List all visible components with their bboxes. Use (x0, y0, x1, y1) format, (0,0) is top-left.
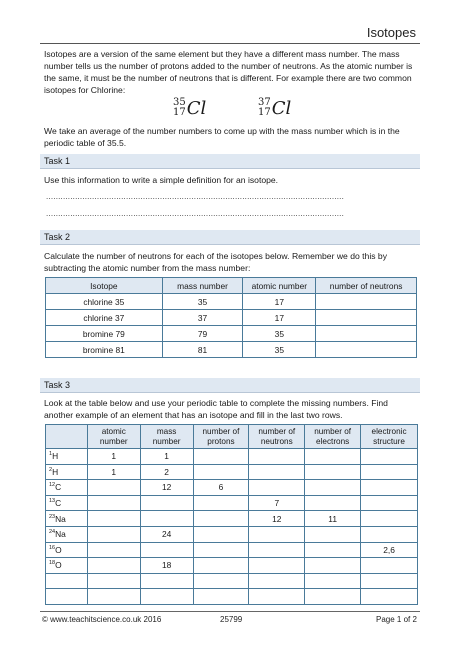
electrons-cell[interactable] (305, 542, 361, 558)
mass-number-cell[interactable] (140, 511, 193, 527)
isotope-symbol: Cl (271, 97, 292, 119)
table-row (46, 511, 418, 527)
neutrons-cell[interactable] (249, 542, 305, 558)
table-row (46, 558, 418, 574)
table-row (46, 294, 417, 310)
answer-line-2[interactable]: ........................................................................................................................... (46, 209, 344, 218)
isotope-label (46, 558, 88, 574)
atomic-number: 35 (243, 326, 316, 342)
intro-paragraph: Isotopes are a version of the same element but they have a different mass number. The mass number tells us the number of protons added to the number of neutrons. As the atomic number is the same, it must be the number of neutrons that is different. For example there are two common isotopes for Chlorine: (44, 49, 413, 95)
atomic-number-cell[interactable] (87, 526, 140, 542)
isotope-mass-superscript: 16 (49, 544, 56, 551)
page-title: Isotopes (366, 25, 416, 40)
neutrons-answer-cell[interactable] (316, 294, 417, 310)
atomic-number: 17 (243, 310, 316, 326)
task3-instruction: Look at the table below and use your periodic table to complete the missing numbers. Find another example of an element that has an isotope and fill in the last two rows. (44, 398, 388, 420)
mass-number-cell[interactable] (140, 542, 193, 558)
header-mass-number: mass number (140, 425, 193, 449)
isotope-label (46, 589, 88, 605)
neutrons-cell: 7 (249, 495, 305, 511)
isotope-atomic: 17 (258, 107, 271, 118)
element-symbol: O (55, 560, 62, 571)
isotope-atomic: 17 (173, 107, 186, 118)
element-symbol: C (55, 498, 62, 509)
table-header-row (46, 278, 417, 294)
protons-cell[interactable] (193, 464, 249, 480)
mass-number-cell: 2 (140, 464, 193, 480)
isotope-name: bromine 79 (46, 326, 163, 342)
element-symbol: O (55, 544, 62, 555)
isotope-mass-superscript: 23 (49, 513, 56, 520)
task2-heading: Task 2 (44, 232, 71, 242)
isotope-symbol: Cl (186, 97, 207, 119)
atomic-number-cell: 1 (87, 449, 140, 465)
task3-heading-bar (40, 378, 420, 393)
isotope-mass: 37 (258, 97, 271, 108)
isotope-label (46, 526, 88, 542)
electronic-structure-cell[interactable] (361, 464, 418, 480)
electronic-structure-cell[interactable] (361, 573, 418, 589)
task3-heading: Task 3 (44, 380, 71, 390)
table-row (46, 573, 418, 589)
average-paragraph: We take an average of the number numbers to come up with the mass number which is in the periodic table of 35.5. (44, 126, 400, 148)
mass-number: 35 (162, 294, 243, 310)
table-row (46, 542, 418, 558)
isotope-label (46, 480, 88, 496)
neutrons-cell[interactable] (249, 526, 305, 542)
electrons-cell[interactable] (305, 573, 361, 589)
isotope-name: bromine 81 (46, 342, 163, 358)
electrons-cell[interactable] (305, 464, 361, 480)
mass-number: 81 (162, 342, 243, 358)
protons-cell[interactable] (193, 589, 249, 605)
isotope-label (46, 511, 88, 527)
atomic-number-cell[interactable] (87, 542, 140, 558)
electrons-cell: 11 (305, 511, 361, 527)
electrons-cell[interactable] (305, 480, 361, 496)
atomic-number-cell[interactable] (87, 495, 140, 511)
atomic-number-cell: 1 (87, 464, 140, 480)
isotope-mass-superscript: 2 (49, 466, 53, 473)
element-symbol: H (52, 466, 59, 477)
electronic-structure-cell[interactable] (361, 449, 418, 465)
protons-cell[interactable] (193, 495, 249, 511)
header-protons: number of protons (193, 425, 249, 449)
protons-cell[interactable] (193, 542, 249, 558)
electrons-cell[interactable] (305, 589, 361, 605)
element-symbol: Na (55, 529, 66, 540)
mass-number: 37 (162, 310, 243, 326)
table-row (46, 449, 418, 465)
electrons-cell[interactable] (305, 449, 361, 465)
mass-number-cell[interactable] (140, 495, 193, 511)
isotope-mass: 35 (173, 97, 186, 108)
isotope-label (46, 573, 88, 589)
answer-line-1[interactable]: ........................................................................................................................... (46, 192, 344, 201)
header-isotope: Isotope (46, 278, 163, 294)
mass-number-cell: 1 (140, 449, 193, 465)
footer-page-number: Page 1 of 2 (376, 615, 417, 624)
task2-heading-bar (40, 230, 420, 245)
header-atomic-number: atomic number (87, 425, 140, 449)
table-row (46, 326, 417, 342)
neutrons-cell[interactable] (249, 589, 305, 605)
neutrons-cell[interactable] (249, 558, 305, 574)
isotope-name: chlorine 35 (46, 294, 163, 310)
isotope-name: chlorine 37 (46, 310, 163, 326)
isotope-label (46, 449, 88, 465)
isotope-mass-superscript: 18 (49, 560, 56, 567)
atomic-number-cell[interactable] (87, 480, 140, 496)
isotope-label (46, 495, 88, 511)
neutrons-cell[interactable] (249, 464, 305, 480)
task1-heading: Task 1 (44, 156, 71, 166)
footer-divider (40, 611, 420, 612)
neutrons-cell: 12 (249, 511, 305, 527)
atomic-number-cell[interactable] (87, 558, 140, 574)
isotope-label (46, 464, 88, 480)
isotope-mass-superscript: 24 (49, 529, 56, 536)
table-row (46, 310, 417, 326)
protons-cell[interactable] (193, 558, 249, 574)
mass-number-cell: 24 (140, 526, 193, 542)
protons-cell: 6 (193, 480, 249, 496)
table-row (46, 342, 417, 358)
task2-instruction: Calculate the number of neutrons for each of the isotopes below. Remember we do this by subtracting the atomic number from the mass number: (44, 251, 387, 273)
neutrons-answer-cell[interactable] (316, 342, 417, 358)
header-neutrons: number of neutrons (316, 278, 417, 294)
atomic-number: 17 (243, 294, 316, 310)
electronic-structure-cell[interactable] (361, 511, 418, 527)
electrons-cell[interactable] (305, 558, 361, 574)
table-row (46, 526, 418, 542)
table-row (46, 589, 418, 605)
neutrons-cell[interactable] (249, 573, 305, 589)
element-symbol: C (55, 482, 62, 493)
table-row (46, 464, 418, 480)
atomic-number: 35 (243, 342, 316, 358)
electrons-cell[interactable] (305, 526, 361, 542)
electronic-structure-cell: 2,6 (361, 542, 418, 558)
header-atomic-number: atomic number (243, 278, 316, 294)
header-electrons: number of electrons (305, 425, 361, 449)
electronic-structure-cell[interactable] (361, 526, 418, 542)
neutrons-cell[interactable] (249, 449, 305, 465)
header-neutrons: number of neutrons (249, 425, 305, 449)
electronic-structure-cell[interactable] (361, 589, 418, 605)
mass-number-cell[interactable] (140, 589, 193, 605)
atomic-number-cell[interactable] (87, 589, 140, 605)
isotope-mass-superscript: 13 (49, 498, 56, 505)
task1-instruction: Use this information to write a simple definition for an isotope. (44, 175, 279, 185)
protons-cell[interactable] (193, 449, 249, 465)
table-row (46, 495, 418, 511)
footer-copyright: © www.teachitscience.co.uk 2016 (42, 615, 162, 624)
footer-code: 25799 (220, 615, 243, 624)
element-symbol: Na (55, 513, 66, 524)
table-header-row (46, 425, 418, 449)
mass-number-cell: 12 (140, 480, 193, 496)
element-symbol: H (52, 451, 59, 462)
header-mass-number: mass number (162, 278, 243, 294)
neutrons-answer-cell[interactable] (316, 310, 417, 326)
isotope-mass-superscript: 1 (49, 451, 53, 458)
electrons-cell[interactable] (305, 495, 361, 511)
mass-number: 79 (162, 326, 243, 342)
protons-cell[interactable] (193, 526, 249, 542)
protons-cell[interactable] (193, 511, 249, 527)
isotope-completion-table (45, 424, 418, 605)
mass-number-cell: 18 (140, 558, 193, 574)
atomic-number-cell[interactable] (87, 511, 140, 527)
neutrons-answer-cell[interactable] (316, 326, 417, 342)
table-row (46, 480, 418, 496)
isotope-chlorine-35 (173, 96, 206, 120)
protons-cell[interactable] (193, 573, 249, 589)
task1-heading-bar (40, 154, 420, 169)
header-blank (46, 425, 88, 449)
neutrons-cell[interactable] (249, 480, 305, 496)
header-electronic-structure: electronic structure (361, 425, 418, 449)
electronic-structure-cell[interactable] (361, 480, 418, 496)
mass-number-cell[interactable] (140, 573, 193, 589)
electronic-structure-cell[interactable] (361, 495, 418, 511)
neutron-table (45, 277, 417, 358)
isotope-mass-superscript: 12 (49, 482, 56, 489)
atomic-number-cell[interactable] (87, 573, 140, 589)
electronic-structure-cell[interactable] (361, 558, 418, 574)
isotope-chlorine-37 (258, 96, 291, 120)
page-header (40, 22, 420, 44)
isotope-label (46, 542, 88, 558)
